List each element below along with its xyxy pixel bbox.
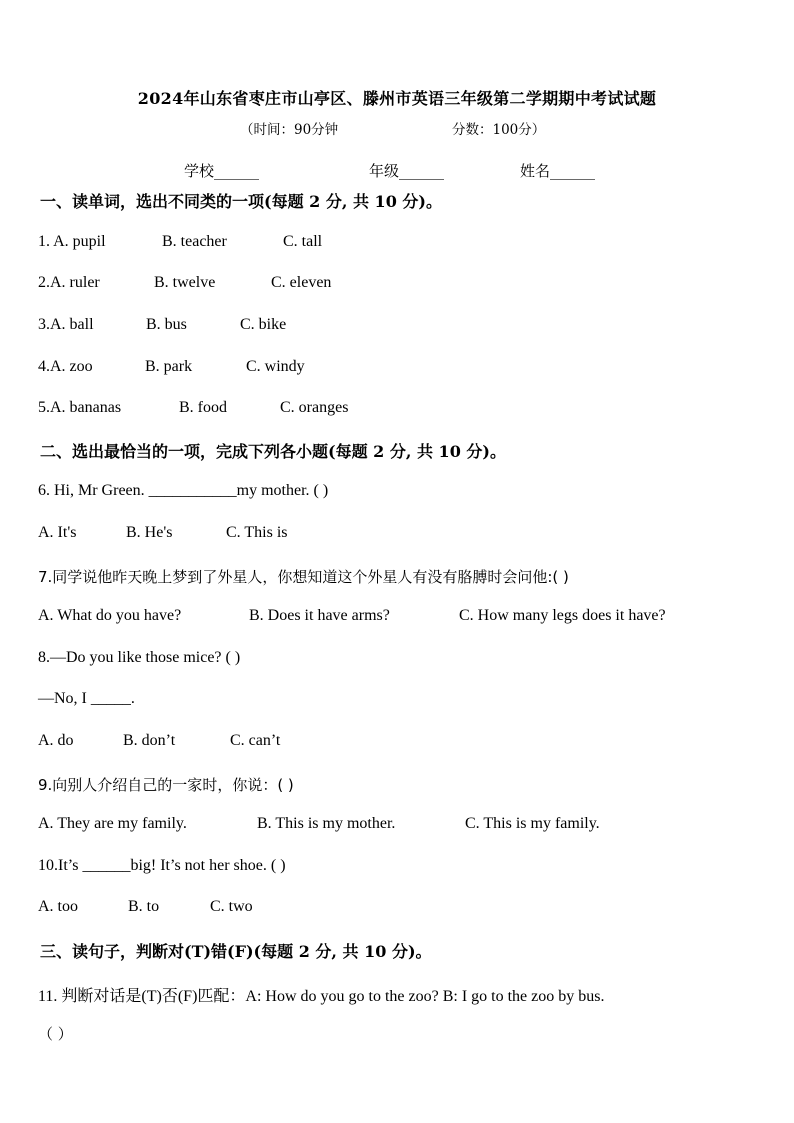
question-stem: 10.It’s ______big! It’s not her shoe. ( )	[38, 857, 286, 874]
option-c: C. This is	[226, 524, 288, 541]
option-a: A. do	[38, 732, 74, 749]
question-stem: 6. Hi, Mr Green. ___________my mother. ( )	[38, 482, 329, 499]
school-field: 学校______	[184, 162, 260, 180]
question-stem: 9.向别人介绍自己的一家时，你说：( )	[38, 776, 294, 794]
option-b: B. food	[179, 399, 227, 416]
section-2-heading: 二、选出最恰当的一项，完成下列各小题(每题 2 分, 共 10 分)。	[40, 442, 506, 461]
option-c: C. two	[210, 898, 253, 915]
option-a: 3.A. ball	[38, 316, 94, 333]
total-score: 分数：100分）	[452, 122, 546, 138]
section-3-heading: 三、读句子，判断对(T)错(F)(每题 2 分, 共 10 分)。	[40, 942, 432, 961]
option-c: C. How many legs does it have?	[459, 607, 666, 624]
time-limit: （时间：90分钟	[240, 122, 339, 138]
option-b: B. bus	[146, 316, 187, 333]
option-c: C. bike	[240, 316, 287, 333]
option-a: A. too	[38, 898, 78, 915]
option-b: B. Does it have arms?	[249, 607, 390, 624]
option-b: B. He's	[126, 524, 173, 541]
question-stem: 8.—Do you like those mice? ( )	[38, 649, 241, 666]
option-a: A. It's	[38, 524, 77, 541]
option-b: B. to	[128, 898, 160, 915]
option-c: C. windy	[246, 358, 305, 375]
option-b: B. teacher	[162, 233, 227, 250]
question-stem: 11. 判断对话是(T)否(F)匹配：A: How do you go to the zoo? B: I go to the zoo by bus.	[38, 988, 605, 1005]
option-b: B. park	[145, 358, 193, 375]
option-c: C. oranges	[280, 399, 349, 416]
option-b: B. twelve	[154, 274, 216, 291]
option-b: B. don’t	[123, 732, 176, 749]
option-a: A. They are my family.	[38, 815, 187, 832]
option-a: 4.A. zoo	[38, 358, 93, 375]
answer-parentheses: （ ）	[38, 1025, 73, 1043]
option-c: C. can’t	[230, 732, 281, 749]
option-c: C. This is my family.	[465, 815, 600, 832]
option-a: 2.A. ruler	[38, 274, 100, 291]
name-field: 姓名______	[520, 162, 596, 180]
question-stem: 7.同学说他昨天晚上梦到了外星人，你想知道这个外星人有没有胳膊时会问他:( )	[38, 568, 569, 586]
option-a: 5.A. bananas	[38, 399, 122, 416]
exam-title: 2024年山东省枣庄市山亭区、滕州市英语三年级第二学期期中考试试题	[137, 89, 657, 108]
grade-field: 年级______	[369, 162, 445, 180]
option-c: C. eleven	[271, 274, 332, 291]
option-c: C. tall	[283, 233, 323, 250]
section-1-heading: 一、读单词，选出不同类的一项(每题 2 分, 共 10 分)。	[40, 192, 442, 211]
option-a: A. What do you have?	[38, 607, 182, 624]
option-a: 1. A. pupil	[38, 233, 106, 250]
option-b: B. This is my mother.	[257, 815, 396, 832]
question-answer-line: —No, I _____.	[38, 690, 135, 707]
